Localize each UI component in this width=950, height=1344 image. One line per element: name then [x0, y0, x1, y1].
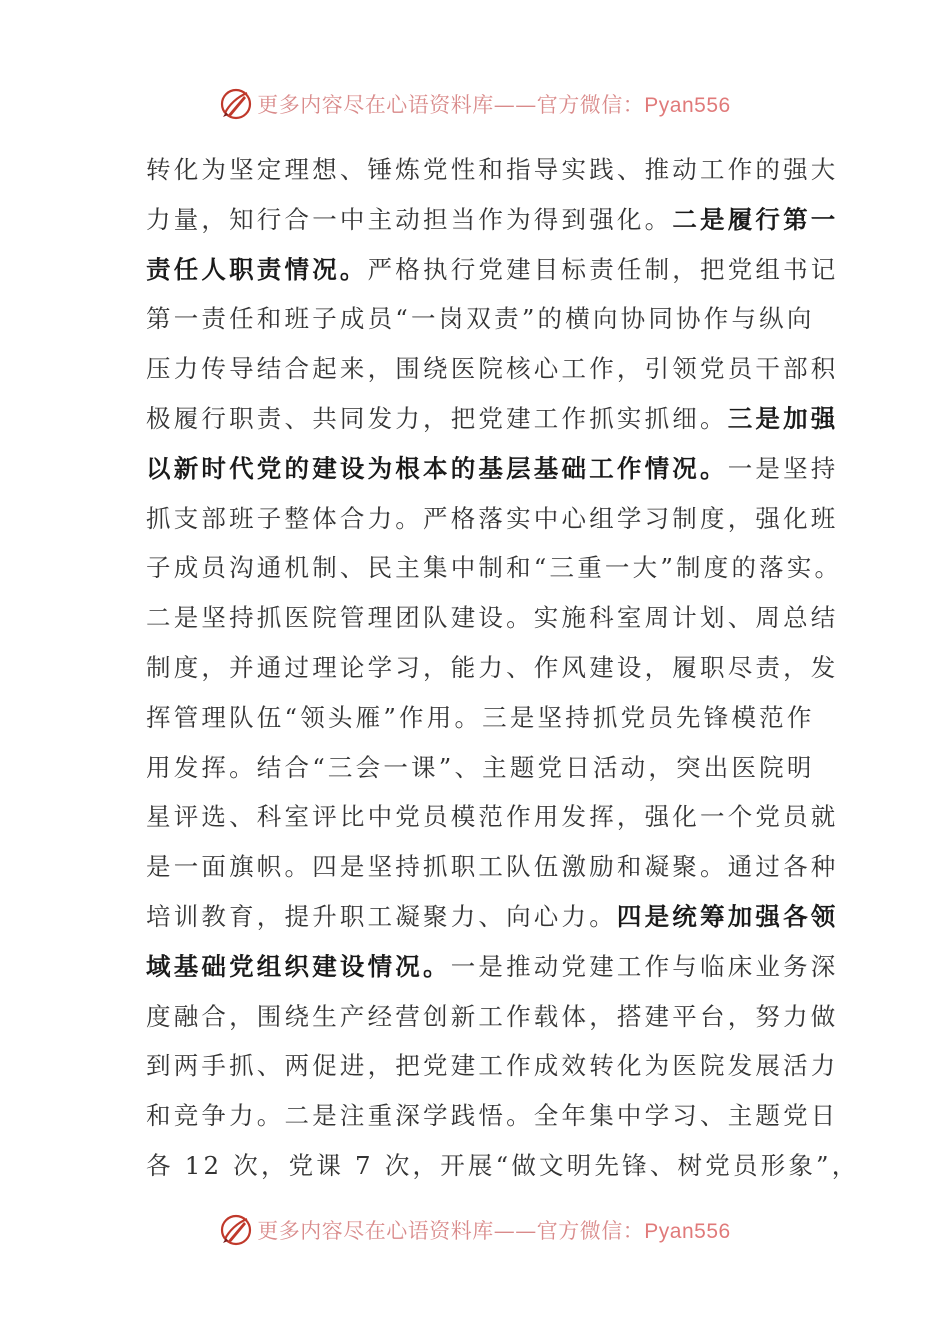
- body-text-segment: 一是推动党建工作与临床业务深: [450, 951, 839, 981]
- bold-heading-text: 以新时代党的建设为根本的基层基础工作情况。: [146, 453, 728, 483]
- body-text-segment: 星评选、科室评比中党员模范作用发挥，强化一个党员就: [146, 802, 839, 832]
- banner-label: 官方微信：: [536, 1219, 645, 1243]
- text-line: [146, 1141, 860, 1191]
- banner-text: [257, 89, 730, 119]
- text-line: [146, 245, 839, 295]
- text-line: [146, 344, 839, 394]
- bold-heading-text: 责任人职责情况。: [146, 254, 368, 284]
- body-text-segment: 力量，知行合一中主动担当作为得到强化。: [146, 204, 673, 234]
- body-text-segment: 挥管理队伍“领头雁”作用。三是坚持抓党员先锋模范作: [146, 702, 815, 732]
- text-line: [146, 743, 815, 793]
- text-line: [146, 1091, 839, 1141]
- bold-heading-text: 域基础党组织建设情况。: [146, 951, 451, 981]
- text-line: [146, 494, 839, 544]
- body-text-segment: 各 12 次，党课 7 次，开展“做文明先锋、树党员形象”，: [146, 1150, 860, 1180]
- text-line: [146, 643, 839, 693]
- text-line: [146, 394, 839, 444]
- text-line: [146, 1041, 839, 1091]
- body-text-segment: 极履行职责、共同发力，把党建工作抓实抓细。: [146, 403, 728, 433]
- body-text-segment: 第一责任和班子成员“一岗双责”的横向协同协作与纵向: [146, 304, 815, 334]
- bold-heading-text: 二是履行第一: [672, 204, 839, 234]
- text-line: [146, 992, 839, 1042]
- bold-heading-text: 四是统筹加强各领: [616, 901, 839, 931]
- pen-logo-icon: [219, 1213, 253, 1247]
- pen-logo-icon: [219, 87, 253, 121]
- text-line: [146, 593, 839, 643]
- banner-text: [257, 1215, 730, 1245]
- banner-account: Pyan556: [644, 94, 731, 117]
- text-line: [146, 693, 815, 743]
- text-line: [146, 444, 839, 494]
- text-line: [146, 543, 843, 593]
- body-text-segment: 和竞争力。二是注重深学践悟。全年集中学习、主题党日: [146, 1101, 839, 1131]
- text-line: [146, 294, 815, 344]
- text-line: [146, 942, 839, 992]
- document-body: [146, 145, 860, 1191]
- body-text-segment: 严格执行党建目标责任制，把党组书记: [367, 254, 839, 284]
- body-text-segment: 制度，并通过理论学习，能力、作风建设，履职尽责，发: [146, 652, 839, 682]
- body-text-segment: 压力传导结合起来，围绕医院核心工作，引领党员干部积: [146, 354, 839, 384]
- banner-separator: ——: [493, 93, 537, 117]
- text-line: [146, 145, 839, 195]
- body-text-segment: 一是坚持: [727, 453, 839, 483]
- body-text-segment: 到两手抓、两促进，把党建工作成效转化为医院发展活力: [146, 1051, 839, 1081]
- banner-separator: ——: [493, 1219, 537, 1243]
- header-banner: [0, 84, 950, 124]
- banner-account: Pyan556: [644, 1220, 731, 1243]
- text-line: [146, 792, 839, 842]
- banner-brand: 更多内容尽在心语资料库: [257, 93, 494, 117]
- body-text-segment: 子成员沟通机制、民主集中制和“三重一大”制度的落实。: [146, 553, 843, 583]
- text-line: [146, 842, 839, 892]
- body-text-segment: 二是坚持抓医院管理团队建设。实施科室周计划、周总结: [146, 603, 839, 633]
- text-line: [146, 195, 839, 245]
- bold-heading-text: 三是加强: [727, 403, 839, 433]
- body-text-segment: 用发挥。结合“三会一课”、主题党日活动，突出医院明: [146, 752, 815, 782]
- footer-banner: [0, 1210, 950, 1250]
- body-text-segment: 是一面旗帜。四是坚持抓职工队伍激励和凝聚。通过各种: [146, 852, 839, 882]
- text-line: [146, 892, 839, 942]
- body-text-segment: 转化为坚定理想、锤炼党性和指导实践、推动工作的强大: [146, 155, 839, 184]
- body-text-segment: 培训教育，提升职工凝聚力、向心力。: [146, 901, 617, 931]
- banner-label: 官方微信：: [536, 93, 645, 117]
- banner-brand: 更多内容尽在心语资料库: [257, 1219, 494, 1243]
- body-text-segment: 度融合，围绕生产经营创新工作载体，搭建平台，努力做: [146, 1001, 839, 1031]
- body-text-segment: 抓支部班子整体合力。严格落实中心组学习制度，强化班: [146, 503, 839, 533]
